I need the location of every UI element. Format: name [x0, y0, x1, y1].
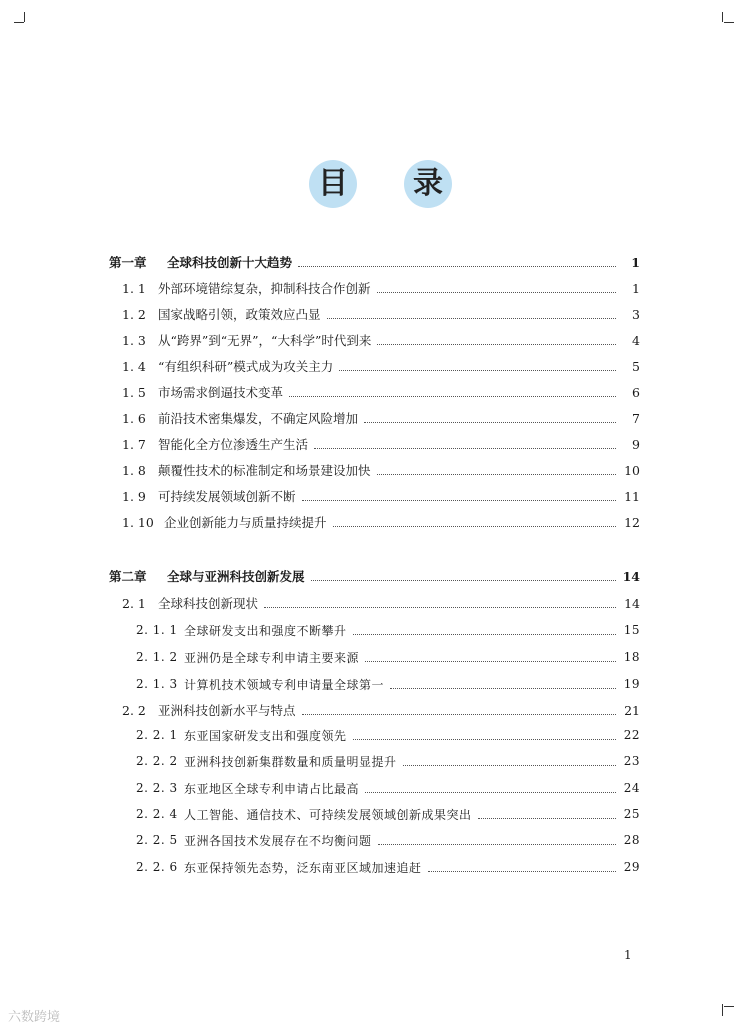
toc-page: 10 — [624, 462, 640, 478]
toc-number: 2. 2. 3 — [136, 781, 178, 795]
toc-number: 第二章 — [109, 569, 147, 584]
toc-title: 企业创新能力与质量持续提升 — [164, 515, 327, 530]
toc-number: 1. 3 — [122, 332, 146, 348]
toc-number: 2. 1. 3 — [136, 677, 178, 691]
toc-page: 23 — [623, 754, 640, 768]
toc-leader — [378, 844, 616, 845]
toc-title: 亚洲各国技术发展存在不均衡问题 — [184, 833, 372, 848]
toc-number: 1. 5 — [122, 384, 146, 400]
toc-number: 2. 1. 2 — [136, 650, 178, 664]
toc-title: 颠覆性技术的标准制定和场景建设加快 — [158, 463, 371, 478]
toc-section-1-3[interactable] — [122, 328, 640, 352]
toc-page: 18 — [623, 650, 640, 664]
toc-number: 1. 1 — [122, 280, 146, 296]
toc-title: 计算机技术领域专利申请量全球第一 — [184, 677, 385, 692]
toc-page: 21 — [624, 702, 640, 718]
toc-title: 全球科技创新现状 — [158, 596, 259, 611]
crop-mark-tl-v — [24, 12, 25, 22]
toc-page: 28 — [623, 833, 640, 847]
toc-leader — [327, 318, 616, 319]
toc-section-1-8[interactable] — [122, 458, 640, 482]
toc-leader — [302, 500, 616, 501]
toc-page: 7 — [632, 410, 640, 426]
toc-leader — [365, 792, 616, 793]
toc-title: 可持续发展领域创新不断 — [158, 489, 296, 504]
toc-title: 国家战略引领，政策效应凸显 — [158, 307, 321, 322]
title-char-2: 录 — [404, 160, 452, 208]
toc-number: 1. 7 — [122, 436, 146, 452]
toc-section-2-2-5[interactable] — [136, 828, 640, 852]
toc-leader — [478, 818, 616, 819]
toc-number: 1. 8 — [122, 462, 146, 478]
page-number: 1 — [624, 948, 632, 962]
toc-title: 智能化全方位渗透生产生活 — [158, 437, 309, 452]
toc-page: 11 — [624, 488, 640, 504]
crop-mark-br-v — [722, 1004, 723, 1016]
toc-page: 14 — [622, 568, 640, 584]
toc-title: 东亚保持领先态势，泛东南亚区域加速追赶 — [184, 860, 422, 875]
title-char-1: 目 — [309, 160, 357, 208]
toc-number: 1. 6 — [122, 410, 146, 426]
toc-title: 亚洲科技创新集群数量和质量明显提升 — [184, 754, 397, 769]
crop-mark-br — [724, 1006, 734, 1007]
toc-title: 前沿技术密集爆发，不确定风险增加 — [158, 411, 359, 426]
toc-section-1-1[interactable] — [122, 276, 640, 300]
toc-section-2-1-2[interactable] — [136, 645, 640, 669]
toc-section-1-7[interactable] — [122, 432, 640, 456]
toc-page: 9 — [632, 436, 640, 452]
toc-section-2-2-1[interactable] — [136, 723, 640, 747]
toc-title: 从“跨界”到“无界”，“大科学”时代到来 — [158, 333, 372, 348]
toc-section-1-5[interactable] — [122, 380, 640, 404]
toc-leader — [353, 739, 616, 740]
toc-chapter-1[interactable] — [109, 250, 640, 274]
toc-title: 人工智能、通信技术、可持续发展领域创新成果突出 — [184, 807, 472, 822]
toc-leader — [339, 370, 616, 371]
toc-leader — [289, 396, 616, 397]
toc-number: 2. 1 — [122, 595, 146, 611]
toc-title: 全球科技创新十大趋势 — [167, 255, 293, 270]
toc-number: 2. 2 — [122, 702, 146, 718]
toc-number: 2. 2. 5 — [136, 833, 178, 847]
toc-title: 亚洲仍是全球专利申请主要来源 — [184, 650, 360, 665]
toc-page: 1 — [631, 254, 640, 270]
toc-page: 6 — [632, 384, 640, 400]
toc-number: 2. 2. 1 — [136, 728, 178, 742]
toc-title: 东亚国家研发支出和强度领先 — [184, 728, 347, 743]
toc-page: 19 — [623, 677, 640, 691]
page-title — [0, 160, 748, 208]
toc-number: 1. 4 — [122, 358, 146, 374]
toc-leader — [365, 661, 616, 662]
toc-leader — [264, 607, 616, 608]
toc-section-1-2[interactable] — [122, 302, 640, 326]
toc-section-2-2[interactable] — [122, 698, 640, 722]
toc-title: 市场需求倒逼技术变革 — [158, 385, 284, 400]
toc-page: 22 — [623, 728, 640, 742]
toc-section-1-10[interactable] — [122, 510, 640, 534]
toc-leader — [314, 448, 616, 449]
toc-title: 全球与亚洲科技创新发展 — [167, 569, 305, 584]
toc-section-1-9[interactable] — [122, 484, 640, 508]
toc-section-2-2-4[interactable] — [136, 802, 640, 826]
crop-mark-tr-v — [722, 12, 723, 22]
toc-section-2-1[interactable] — [122, 591, 640, 615]
toc-leader — [403, 765, 616, 766]
toc-number: 2. 1. 1 — [136, 623, 178, 637]
toc-page: 29 — [623, 860, 640, 874]
crop-mark-tr — [724, 22, 734, 23]
toc-leader — [428, 871, 616, 872]
toc-title: “有组织科研”模式成为攻关主力 — [158, 359, 334, 374]
toc-page: 25 — [623, 807, 640, 821]
toc-number: 1. 10 — [122, 514, 154, 530]
toc-leader — [390, 688, 616, 689]
crop-mark-tl — [14, 22, 24, 23]
toc-page: 15 — [623, 623, 640, 637]
toc-number: 2. 2. 6 — [136, 860, 178, 874]
toc-leader — [311, 580, 616, 581]
toc-title: 外部环境错综复杂，抑制科技合作创新 — [158, 281, 371, 296]
toc-title: 亚洲科技创新水平与特点 — [158, 703, 296, 718]
toc-page: 5 — [632, 358, 640, 374]
toc-leader — [333, 526, 616, 527]
toc-page: 14 — [624, 595, 640, 611]
watermark-logo: 六数跨境 — [8, 1010, 61, 1025]
toc-chapter-2[interactable] — [109, 564, 640, 588]
toc-number: 第一章 — [109, 255, 147, 270]
toc-section-2-2-2[interactable] — [136, 749, 640, 773]
toc-page: 12 — [624, 514, 640, 530]
toc-number: 1. 2 — [122, 306, 146, 322]
toc-section-2-2-3[interactable] — [136, 776, 640, 800]
toc-leader — [302, 714, 616, 715]
toc-leader — [377, 474, 616, 475]
toc-leader — [377, 292, 616, 293]
toc-number: 2. 2. 2 — [136, 754, 178, 768]
toc-section-1-6[interactable] — [122, 406, 640, 430]
toc-section-2-2-6[interactable] — [136, 855, 640, 879]
toc-leader — [353, 634, 616, 635]
toc-number: 1. 9 — [122, 488, 146, 504]
toc-title: 东亚地区全球专利申请占比最高 — [184, 781, 360, 796]
toc-section-2-1-1[interactable] — [136, 618, 640, 642]
toc-page: 1 — [632, 280, 640, 296]
toc-page: 4 — [632, 332, 640, 348]
toc-leader — [298, 266, 616, 267]
toc-page: 3 — [632, 306, 640, 322]
toc-leader — [364, 422, 616, 423]
toc-section-2-1-3[interactable] — [136, 672, 640, 696]
toc-title: 全球研发支出和强度不断攀升 — [184, 623, 347, 638]
toc-leader — [377, 344, 616, 345]
toc-section-1-4[interactable] — [122, 354, 640, 378]
toc-number: 2. 2. 4 — [136, 807, 178, 821]
toc-page: 24 — [623, 781, 640, 795]
